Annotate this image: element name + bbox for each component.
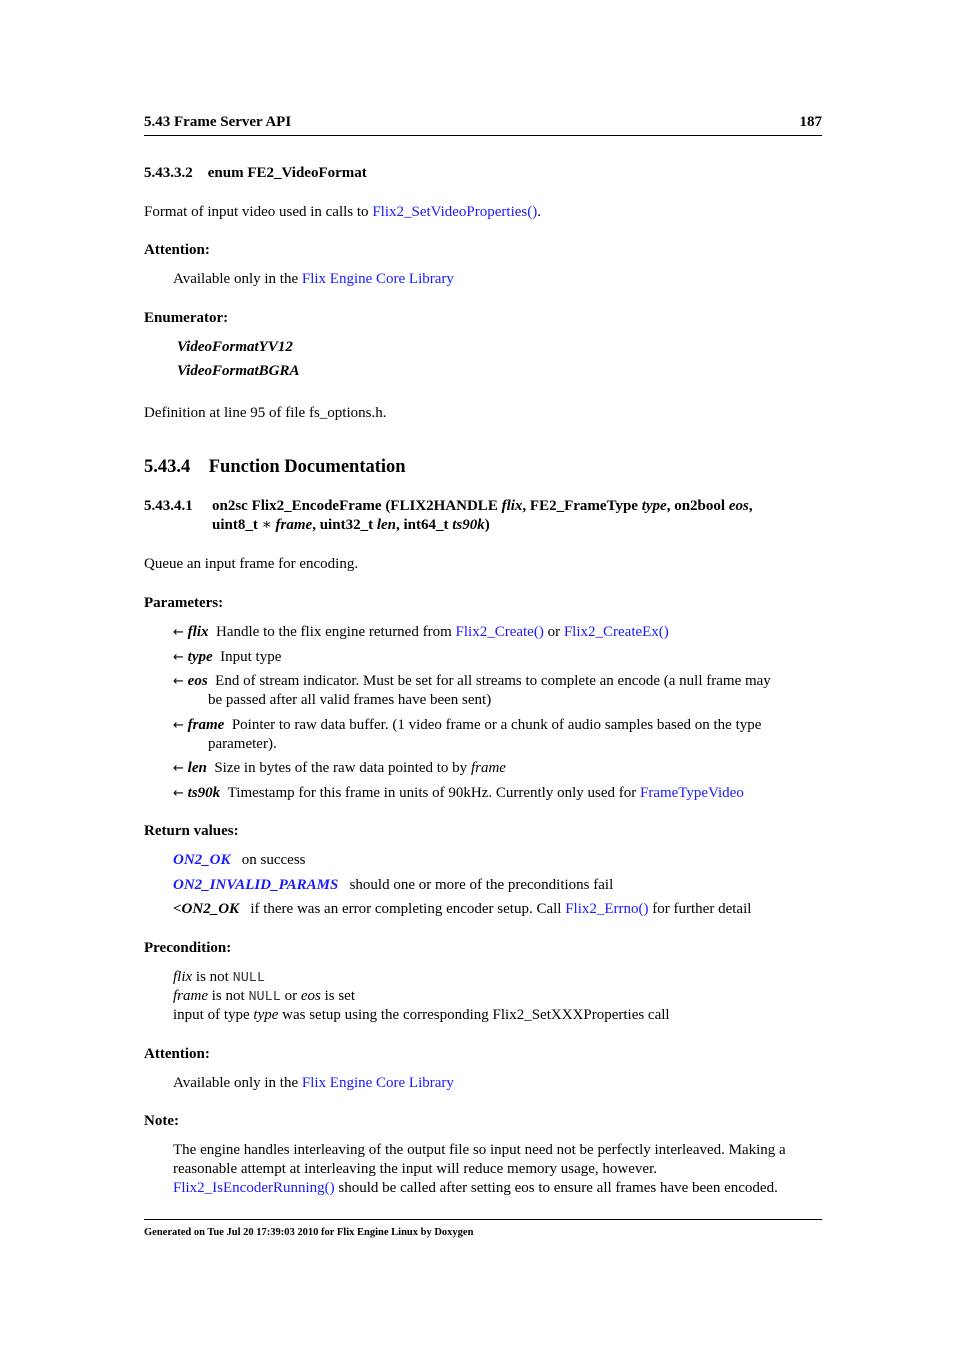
sig-type-int64: , int64_t <box>395 517 453 533</box>
enum-attention-heading: Attention: <box>144 242 210 258</box>
running-header-section: 5.43 Frame Server API <box>144 114 292 130</box>
sig-type-uint32: , uint32_t <box>312 517 377 533</box>
param-description: Timestamp for this frame in units of 90kHz. Currently only used for <box>227 785 640 801</box>
in-arrow-icon: ← <box>173 786 184 801</box>
param-name: flix <box>187 624 209 640</box>
return-values-heading: Return values: <box>144 823 239 839</box>
flix2-create-link[interactable]: Flix2_Create() <box>455 624 544 640</box>
in-arrow-icon: ← <box>173 761 184 776</box>
on2-invalid-params-link[interactable]: ON2_INVALID_PARAMS <box>173 877 339 893</box>
return-description: should one or more of the preconditions fail <box>349 877 614 893</box>
precondition-text: is not <box>208 988 249 1004</box>
flix2-errno-link[interactable]: Flix2_Errno() <box>565 901 649 917</box>
page-number: 187 <box>799 114 822 130</box>
note-heading: Note: <box>144 1113 179 1129</box>
function-signature-line2 <box>212 516 490 535</box>
precondition-code: NULL <box>232 971 266 986</box>
param-flix <box>173 623 669 642</box>
param-description: Size in bytes of the raw data pointed to by <box>214 760 471 776</box>
enum-section-title: enum FE2_VideoFormat <box>207 165 367 181</box>
parameters-heading: Parameters: <box>144 595 224 611</box>
return-value-name: <ON2_OK <box>173 901 240 917</box>
precondition-var: frame <box>173 988 208 1004</box>
enumerator-bgra: VideoFormatBGRA <box>177 363 300 379</box>
in-arrow-icon: ← <box>173 674 184 689</box>
precondition-var: flix <box>173 969 193 985</box>
return-description-suffix: for further detail <box>648 901 752 917</box>
param-eos-continued: be passed after all valid frames have been sent) <box>208 692 492 708</box>
sig-type-frametype: , FE2_FrameType <box>522 498 642 514</box>
function-number: 5.43.4.1 <box>144 498 193 514</box>
enum-section-number: 5.43.3.2 <box>144 165 193 181</box>
param-description: End of stream indicator. Must be set for all streams to complete an encode (a null frame may <box>215 673 771 689</box>
precondition-suffix: was setup using the corresponding Flix2_SetXXXProperties call <box>278 1007 670 1023</box>
precondition-line1 <box>173 968 265 988</box>
precondition-text: is not <box>192 969 233 985</box>
flix2-isencoderrunning-link[interactable]: Flix2_IsEncoderRunning() <box>173 1180 335 1196</box>
sig-arg-type: type <box>641 498 667 514</box>
function-attention-heading: Attention: <box>144 1046 210 1062</box>
function-signature-line1 <box>212 497 753 516</box>
param-description-or: or <box>543 624 564 640</box>
enum-attention-text <box>173 270 454 289</box>
function-documentation-title: Function Documentation <box>208 457 406 477</box>
in-arrow-icon: ← <box>173 625 184 640</box>
sig-close-paren: ) <box>484 517 490 533</box>
function-documentation-number: 5.43.4 <box>144 457 191 477</box>
in-arrow-icon: ← <box>173 650 184 665</box>
flix2-setvideoproperties-link[interactable]: Flix2_SetVideoProperties() <box>372 204 538 220</box>
enum-description <box>144 203 541 222</box>
flix-engine-core-library-link[interactable]: Flix Engine Core Library <box>301 1075 454 1091</box>
param-description-italic: frame <box>470 760 506 776</box>
sig-arg-ts90k: ts90k <box>452 517 485 533</box>
param-ts90k <box>173 784 744 803</box>
on2-ok-link[interactable]: ON2_OK <box>173 852 231 868</box>
precondition-heading: Precondition: <box>144 940 232 956</box>
precondition-var2: eos <box>300 988 321 1004</box>
precondition-var: type <box>253 1007 279 1023</box>
flix-engine-core-library-link[interactable]: Flix Engine Core Library <box>301 271 454 287</box>
return-ok <box>173 851 306 870</box>
param-name: type <box>187 649 213 665</box>
function-summary: Queue an input frame for encoding. <box>144 556 359 572</box>
param-name: ts90k <box>187 785 221 801</box>
param-description: Input type <box>220 649 282 665</box>
sig-arg-eos: eos <box>728 498 749 514</box>
function-documentation-heading <box>144 456 406 478</box>
enum-description-suffix: . <box>537 204 541 220</box>
return-error <box>173 900 751 919</box>
note-line3-text: should be called after setting eos to ensure all frames have been encoded. <box>334 1180 778 1196</box>
function-attention-prefix: Available only in the <box>173 1075 302 1091</box>
sig-arg-len: len <box>376 517 396 533</box>
sig-type-uint8: uint8_t <box>212 517 262 533</box>
enum-attention-prefix: Available only in the <box>173 271 302 287</box>
precondition-line2 <box>173 987 355 1007</box>
return-description: on success <box>241 852 306 868</box>
sig-arg-frame: frame <box>271 517 313 533</box>
in-arrow-icon: ← <box>173 718 184 733</box>
param-type <box>173 648 281 667</box>
sig-comma: , <box>748 498 753 514</box>
precondition-text-or: or <box>280 988 301 1004</box>
param-name: frame <box>187 717 225 733</box>
sig-type-on2bool: , on2bool <box>666 498 729 514</box>
return-description: if there was an error completing encoder setup. Call <box>250 901 566 917</box>
function-attention-text <box>173 1074 454 1093</box>
footer-rule <box>144 1219 822 1220</box>
param-name: eos <box>187 673 208 689</box>
sig-pointer-star: ∗ <box>261 517 272 533</box>
header-rule <box>144 135 822 136</box>
note-line2: reasonable attempt at interleaving the input will reduce memory usage, however. <box>173 1161 657 1177</box>
enum-section-heading <box>144 164 367 183</box>
flix2-createex-link[interactable]: Flix2_CreateEx() <box>563 624 669 640</box>
param-eos <box>173 672 771 691</box>
enum-description-text: Format of input video used in calls to <box>144 204 373 220</box>
sig-return-and-name: on2sc Flix2_EncodeFrame (FLIX2HANDLE <box>212 498 502 514</box>
precondition-suffix: is set <box>320 988 356 1004</box>
param-description: Handle to the flix engine returned from <box>216 624 456 640</box>
param-name: len <box>187 760 207 776</box>
param-len <box>173 759 506 778</box>
enumerator-heading: Enumerator: <box>144 310 229 326</box>
frametypevideo-link[interactable]: FrameTypeVideo <box>639 785 744 801</box>
param-frame <box>173 716 761 735</box>
param-frame-continued: parameter). <box>208 736 277 752</box>
footer-generated-text: Generated on Tue Jul 20 17:39:03 2010 for Flix Engine Linux by Doxygen <box>144 1227 474 1238</box>
precondition-prefix: input of type <box>173 1007 254 1023</box>
sig-arg-flix: flix <box>501 498 523 514</box>
precondition-line3 <box>173 1006 670 1025</box>
return-invalid-params <box>173 876 613 895</box>
precondition-code: NULL <box>248 990 281 1005</box>
enumerator-yv12: VideoFormatYV12 <box>177 339 293 355</box>
note-line1: The engine handles interleaving of the output file so input need not be perfectly interleaved. Making a <box>173 1142 786 1158</box>
param-description: Pointer to raw data buffer. (1 video frame or a chunk of audio samples based on the type <box>231 717 762 733</box>
enum-definition: Definition at line 95 of file fs_options.h. <box>144 405 387 421</box>
note-line3 <box>173 1179 778 1198</box>
